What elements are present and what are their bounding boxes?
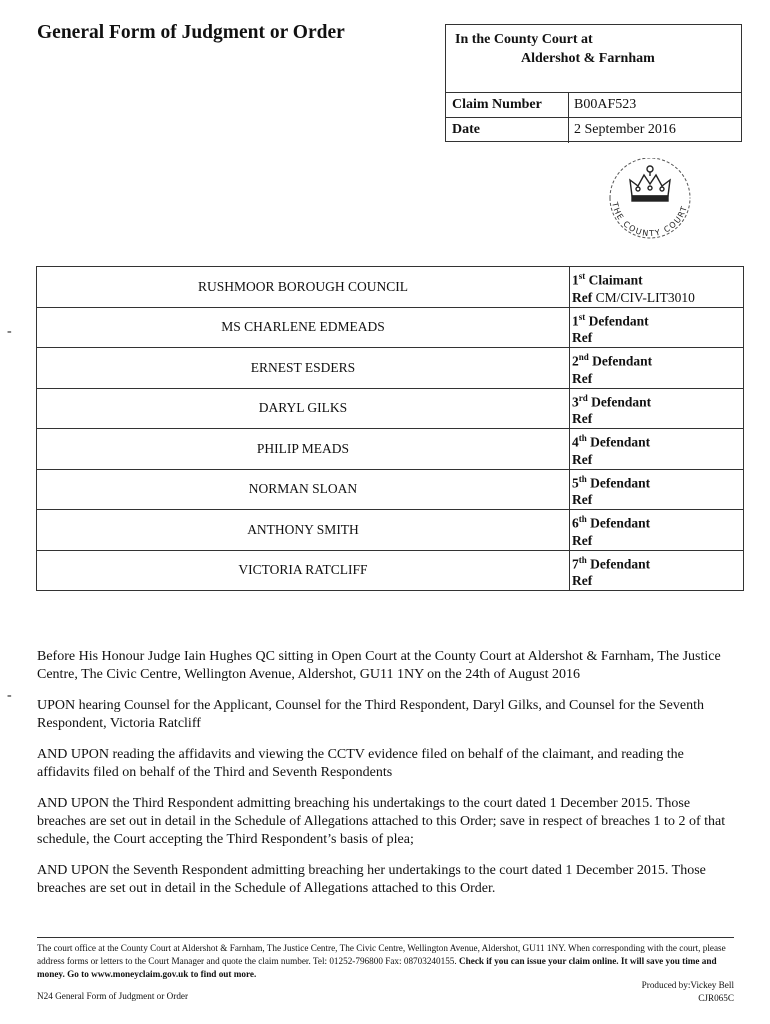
- party-ref-label: Ref: [572, 451, 593, 467]
- party-ordinal-suffix: th: [578, 514, 587, 524]
- party-name: DARYL GILKS: [37, 388, 570, 429]
- party-name: VICTORIA RATCLIFF: [37, 550, 570, 591]
- party-row: [37, 388, 744, 429]
- court-details-box: [445, 24, 742, 142]
- party-row: [37, 429, 744, 470]
- party-name: RUSHMOOR BOROUGH COUNCIL: [37, 267, 570, 308]
- party-ordinal-suffix: rd: [578, 392, 588, 403]
- party-name: NORMAN SLOAN: [37, 469, 570, 510]
- party-ordinal: 4: [572, 434, 579, 450]
- court-name: [446, 25, 741, 93]
- party-ordinal: 1: [572, 313, 579, 328]
- party-row: [37, 267, 744, 308]
- party-ref-label: Ref: [572, 492, 593, 507]
- party-ordinal-suffix: st: [578, 271, 586, 281]
- party-role-label: Defendant: [590, 515, 651, 531]
- party-row: [37, 307, 744, 348]
- party-name: PHILIP MEADS: [37, 429, 570, 470]
- claim-number-row: [446, 93, 741, 118]
- party-ordinal: 3: [572, 394, 579, 409]
- party-ref-label: Ref: [572, 532, 593, 548]
- party-role: [570, 469, 744, 510]
- seal-text: THE COUNTY COURT: [610, 201, 690, 239]
- recital-upon-hearing: UPON hearing Counsel for the Applicant, Counsel for the Third Respondent, Daryl Gilks, and Counsel for the Seventh Respondent, Victoria Ratcliff: [37, 698, 704, 731]
- party-ordinal: 7: [572, 556, 579, 571]
- party-ref-label: Ref: [572, 330, 593, 345]
- date-value: 2 September 2016: [574, 122, 676, 137]
- footer-form-code: N24 General Form of Judgment or Order: [37, 991, 189, 1001]
- date-row: [446, 118, 741, 143]
- party-ordinal-suffix: th: [578, 473, 587, 484]
- recital-before-judge: Before His Honour Judge Iain Hughes QC sitting in Open Court at the County Court at Aldershot & Farnham, The Justice Centre, The Civic Centre, Wellington Avenue, Aldershot, GU11 1NY on the 24th of August 2016: [37, 649, 721, 682]
- party-ordinal: 1: [572, 272, 579, 288]
- party-role-label: Defendant: [590, 556, 651, 571]
- recital-third-respondent: AND UPON the Third Respondent admitting breaching his undertakings to the court dated 1 December 2015. Those breaches are set out in detail in the Schedule of Allegations attached to this Order; save in respect of breaches 1 to 2 of that schedule, the Court accepting the Third Respondent’s basis of plea;: [37, 796, 726, 847]
- party-ref-value: CM/CIV-LIT3010: [595, 289, 695, 305]
- margin-mark: -: [7, 324, 12, 339]
- claim-number-label: Claim Number: [446, 93, 569, 117]
- recital-upon-reading: AND UPON reading the affidavits and viewing the CCTV evidence filed on behalf of the claimant, and reading the affidavits filed on behalf of the Third and Seventh Respondents: [37, 747, 684, 780]
- party-name: ANTHONY SMITH: [37, 510, 570, 551]
- party-ordinal: 2: [572, 353, 579, 369]
- party-role: [570, 429, 744, 470]
- parties-table: [36, 266, 744, 591]
- recital-seventh-respondent: AND UPON the Seventh Respondent admitting breaching her undertakings to the court dated 1 December 2015. Those breaches are set out in detail in the Schedule of Allegations attached to this Order.: [37, 863, 706, 896]
- party-ref-label: Ref: [572, 573, 593, 588]
- county-court-seal-icon: [602, 158, 698, 244]
- reference-code: CJR065C: [698, 993, 734, 1003]
- party-role: [570, 388, 744, 429]
- party-role-label: Defendant: [590, 475, 651, 490]
- page-title: General Form of Judgment or Order: [37, 22, 345, 43]
- svg-text:THE COUNTY COURT: [610, 200, 689, 238]
- party-row: [37, 550, 744, 591]
- party-ref-label: Ref: [572, 289, 593, 305]
- party-role-label: Defendant: [590, 434, 651, 450]
- claim-number-value: B00AF523: [574, 97, 637, 112]
- court-name-line-1: In the County Court at: [455, 32, 593, 47]
- party-row: [37, 348, 744, 389]
- order-recitals: [37, 648, 737, 911]
- party-ref-label: Ref: [572, 411, 593, 426]
- court-name-line-2: Aldershot & Farnham: [521, 51, 655, 66]
- party-ordinal-suffix: th: [578, 433, 587, 443]
- party-name: MS CHARLENE EDMEADS: [37, 307, 570, 348]
- margin-mark: -: [7, 688, 12, 703]
- party-role-label: Defendant: [591, 394, 652, 409]
- party-row: [37, 469, 744, 510]
- party-ordinal: 6: [572, 515, 579, 531]
- footer-court-office-note: [37, 942, 734, 981]
- party-row: [37, 510, 744, 551]
- party-role: [570, 267, 744, 308]
- party-ref-label: Ref: [572, 370, 593, 386]
- party-role-label: Claimant: [588, 272, 643, 288]
- footer-online-claim-note: Check if you can issue your claim online. It will save you time and money. Go to www.moneyclaim.gov.uk to find out more.: [37, 956, 717, 979]
- party-role: [570, 307, 744, 348]
- date-label: Date: [446, 118, 569, 143]
- party-ordinal-suffix: st: [578, 311, 586, 322]
- party-role-label: Defendant: [588, 313, 649, 328]
- party-ordinal: 5: [572, 475, 579, 490]
- party-ordinal-suffix: th: [578, 554, 587, 565]
- party-role: [570, 510, 744, 551]
- footer-producer: [642, 979, 734, 1005]
- party-role: [570, 550, 744, 591]
- party-name: ERNEST ESDERS: [37, 348, 570, 389]
- party-role-label: Defendant: [592, 353, 653, 369]
- party-role: [570, 348, 744, 389]
- produced-by: Produced by:Vickey Bell: [641, 980, 734, 990]
- party-ordinal-suffix: nd: [578, 352, 589, 362]
- footer-note-text: The court office at the County Court at Aldershot & Farnham, The Justice Centre, The Civic Centre, Wellington Avenue, Aldershot, GU11 1NY. When corresponding with the court, please address forms or letters to the Court Manager and quote the claim number. Tel: 01252-796800 Fax: 08703240155.: [37, 943, 726, 966]
- footer-divider: [37, 937, 734, 938]
